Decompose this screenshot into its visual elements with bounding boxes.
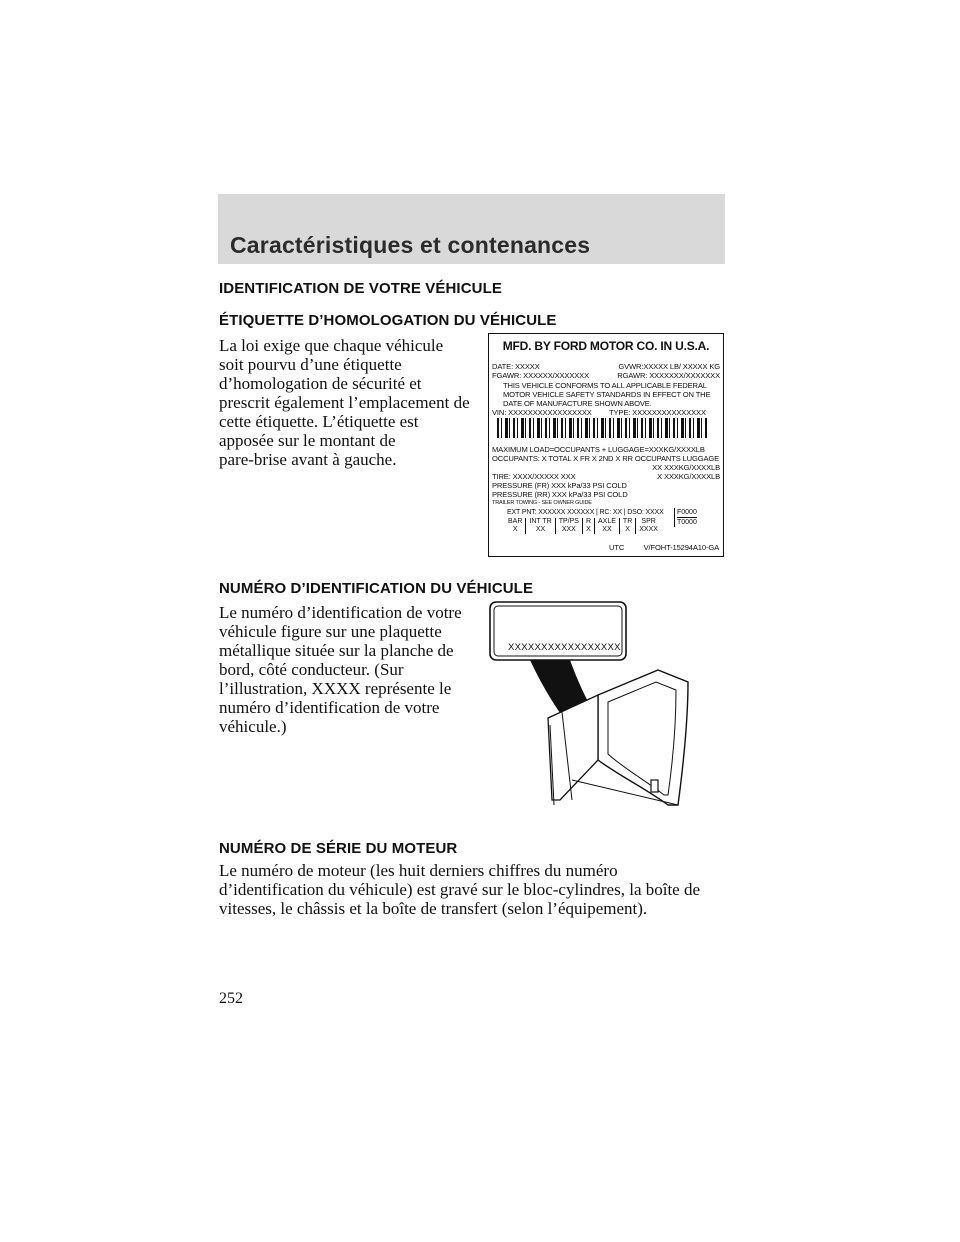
label-max-load: MAXIMUM LOAD=OCCUPANTS + LUGGAGE=XXXKG/XXXXLB (492, 445, 705, 454)
text-line: apposée sur le montant de (219, 431, 396, 450)
barcode (497, 418, 709, 438)
text-line: vitesses, le châssis et la boîte de transfert (selon l’équipement). (219, 899, 648, 918)
label-pressure-rear: PRESSURE (RR) XXX kPa/33 PSI COLD (492, 490, 628, 499)
label-occupant-values: XX XXXKG/XXXXLB (652, 463, 720, 472)
text-line: d’homologation de sécurité et (219, 374, 422, 393)
label-utc: UTC (609, 543, 625, 552)
text-line: prescrit également l’emplacement de (219, 393, 470, 412)
table-cell: XX (595, 526, 620, 534)
label-f-code: F0000 (677, 509, 697, 516)
dashboard-illustration (488, 600, 728, 820)
certification-label (488, 333, 724, 557)
homologation-paragraph (219, 336, 470, 469)
label-tire-value: X XXXKG/XXXXLB (657, 472, 720, 481)
text-line: véhicule figure sur une plaquette (219, 622, 442, 641)
text-line: La loi exige que chaque véhicule (219, 336, 444, 355)
table-cell: TP/PS (555, 518, 582, 526)
code-ext-paint: EXT PNT: XXXXXX XXXXXX (507, 509, 595, 516)
section-heading-engine: NUMÉRO DE SÉRIE DU MOTEUR (219, 840, 458, 857)
text-line: métallique située sur la planche de (219, 641, 454, 660)
table-cell: TR (619, 518, 635, 526)
label-conform-line: DATE OF MANUFACTURE SHOWN ABOVE. (503, 399, 652, 408)
table-cell: SPR (641, 518, 656, 525)
section-heading-identification: IDENTIFICATION DE VOTRE VÉHICULE (219, 280, 502, 297)
figure-id: V/FOHT-15294A10-GA (643, 543, 719, 552)
label-codes-row1: EXT PNT: XXXXXX XXXXXX | RC: XX | DSO: XXXX (507, 509, 664, 516)
page-title: Caractéristiques et contenances (230, 232, 591, 258)
section-heading-vin: NUMÉRO D’IDENTIFICATION DU VÉHICULE (219, 580, 534, 597)
table-cell: INT TR (526, 518, 555, 526)
label-trailer: TRAILER TOWING - SEE OWNER GUIDE (492, 500, 592, 506)
label-pressure-front: PRESSURE (FR) XXX kPa/33 PSI COLD (492, 481, 627, 490)
label-rgawr: RGAWR: XXXXXXX/XXXXXXX (617, 371, 720, 380)
text-line: l’illustration, XXXX représente le (219, 679, 452, 698)
table-cell: BAR (505, 518, 526, 526)
table-row (505, 518, 661, 526)
table-cell: R (582, 518, 594, 526)
text-line: d’identification du véhicule) est gravé sur le bloc-cylindres, la boîte de (219, 880, 701, 899)
table-cell: XXX (555, 526, 582, 534)
label-date: DATE: XXXXX (492, 362, 540, 371)
text-line: Le numéro de moteur (les huit derniers chiffres du numéro (219, 861, 618, 880)
label-tire: TIRE: XXXX/XXXXX XXX (492, 472, 576, 481)
label-codes-table (505, 518, 661, 534)
table-cell: X (505, 526, 526, 534)
engine-paragraph (219, 861, 700, 918)
text-line: soit pourvu d’une étiquette (219, 355, 402, 374)
code-dso: DSO: XXXX (627, 509, 664, 516)
label-fgawr: FGAWR: XXXXXX/XXXXXXX (492, 371, 590, 380)
table-cell: XX (526, 526, 555, 534)
label-conform-line: THIS VEHICLE CONFORMS TO ALL APPLICABLE FEDERAL (503, 381, 707, 390)
label-f-t-codes (674, 508, 697, 527)
table-cell: AXLE (595, 518, 620, 526)
text-line: bord, côté conducteur. (Sur (219, 660, 404, 679)
text-line: pare-brise avant à gauche. (219, 450, 397, 469)
label-conform-line: MOTOR VEHICLE SAFETY STANDARDS IN EFFECT ON THE (503, 390, 711, 399)
text-line: cette étiquette. L’étiquette est (219, 412, 419, 431)
text-line: véhicule.) (219, 717, 287, 736)
table-cell: XXXX (639, 526, 658, 533)
label-t-code: T0000 (677, 519, 697, 526)
table-cell: X (582, 526, 594, 534)
label-gvwr: GVWR:XXXXX LB/ XXXXX KG (618, 362, 720, 371)
code-rc: RC: XX (599, 509, 622, 516)
label-vin: VIN: XXXXXXXXXXXXXXXXX (492, 408, 592, 417)
vin-plate-text: XXXXXXXXXXXXXXXXX (508, 642, 621, 653)
vin-paragraph (219, 603, 462, 736)
text-line: Le numéro d’identification de votre (219, 603, 462, 622)
label-occupants: OCCUPANTS: X TOTAL X FR X 2ND X RR OCCUPANTS LUGGAGE (492, 454, 720, 463)
text-line: numéro d’identification de votre (219, 698, 440, 717)
label-title: MFD. BY FORD MOTOR CO. IN U.S.A. (502, 339, 710, 353)
vin-plate-illustration (488, 600, 728, 820)
label-type: TYPE: XXXXXXXXXXXXXXX (609, 408, 706, 417)
table-row (505, 526, 661, 534)
page-number: 252 (219, 990, 243, 1007)
section-heading-homologation: ÉTIQUETTE D’HOMOLOGATION DU VÉHICULE (219, 312, 557, 329)
table-cell: X (619, 526, 635, 534)
